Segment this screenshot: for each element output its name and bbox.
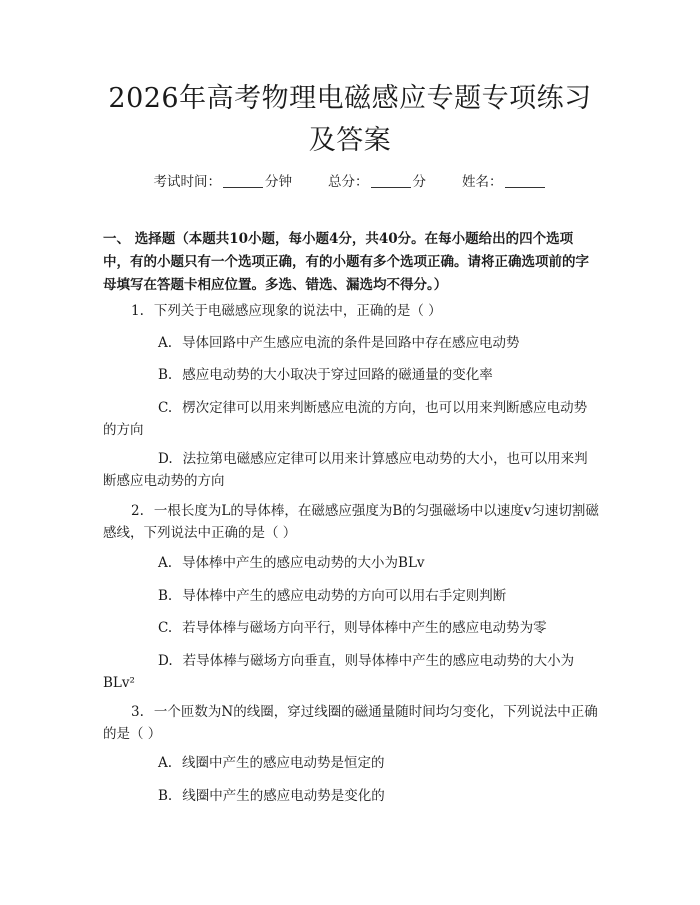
question-3-option-a: [103, 752, 600, 774]
question-3: [103, 701, 600, 745]
question-2: [103, 500, 600, 544]
section-heading: 一、 选择题（本题共10小题，每小题4分，共40分。在每小题给出的四个选项中，有的小题只有一个选项正确，有的小题有多个选项正确。请将正确选项前的字母填写在答题卡相应位置。多选、错选、漏选均不得分。）: [103, 231, 589, 293]
option-letter: C.: [158, 400, 173, 416]
time-unit: 分钟: [265, 174, 292, 190]
option-letter: A.: [158, 335, 173, 351]
question-number: 2.: [131, 503, 144, 519]
option-text: 导体棒中产生的感应电动势的大小为BLv: [182, 555, 425, 571]
student-name-field: [462, 170, 547, 190]
option-letter: D.: [158, 653, 173, 669]
option-text: 导体回路中产生感应电流的条件是回路中存在感应电动势: [182, 335, 520, 351]
question-1: [103, 300, 600, 322]
option-text: 线圈中产生的感应电动势是恒定的: [182, 755, 385, 771]
question-number: 1.: [131, 303, 144, 319]
option-letter: B.: [158, 588, 173, 604]
option-letter: A.: [158, 555, 173, 571]
time-blank[interactable]: [223, 173, 263, 188]
page-title: 2026年高考物理电磁感应专题专项练习及答案: [108, 83, 592, 156]
score-blank[interactable]: [371, 173, 411, 188]
option-text: 若导体棒与磁场方向平行，则导体棒中产生的感应电动势为零: [182, 620, 547, 636]
score-label: 总分：: [328, 174, 369, 190]
option-letter: B.: [158, 788, 173, 804]
exam-info-bar: [0, 170, 700, 190]
question-text: 一个匝数为N的线圈，穿过线圈的磁通量随时间均匀变化，下列说法中正确的是（ ）: [103, 704, 598, 742]
option-text: 法拉第电磁感应定律可以用来计算感应电动势的大小，也可以用来判断感应电动势的方向: [103, 451, 588, 489]
option-text: 感应电动势的大小取决于穿过回路的磁通量的变化率: [182, 367, 493, 383]
question-2-option-a: [103, 552, 600, 574]
name-label: 姓名：: [462, 174, 503, 190]
question-2-option-b: [103, 585, 600, 607]
option-text: 导体棒中产生的感应电动势的方向可以用右手定则判断: [182, 588, 507, 604]
option-letter: C.: [158, 620, 173, 636]
option-letter: B.: [158, 367, 173, 383]
question-1-option-b: [103, 364, 600, 386]
question-number: 3.: [131, 704, 144, 720]
option-text: 线圈中产生的感应电动势是变化的: [182, 788, 385, 804]
question-2-option-c: [103, 617, 600, 639]
exam-time-field: [154, 170, 293, 190]
time-label: 考试时间：: [153, 174, 221, 190]
question-3-option-b: [103, 785, 600, 807]
question-2-option-d: [103, 650, 600, 694]
option-text: 若导体棒与磁场方向垂直，则导体棒中产生的感应电动势的大小为BLv²: [103, 653, 575, 691]
question-1-option-c: [103, 397, 600, 441]
total-score-field: [328, 170, 426, 190]
question-1-option-d: [103, 448, 600, 492]
option-letter: A.: [158, 755, 173, 771]
name-blank[interactable]: [505, 173, 545, 188]
question-text: 一根长度为L的导体棒，在磁感应强度为B的匀强磁场中以速度v匀速切割磁感线，下列说法中正确的是（ ）: [103, 503, 599, 541]
option-letter: D.: [158, 451, 173, 467]
option-text: 楞次定律可以用来判断感应电流的方向，也可以用来判断感应电动势的方向: [103, 400, 588, 438]
score-unit: 分: [412, 174, 426, 190]
question-text: 下列关于电磁感应现象的说法中，正确的是（ ）: [153, 303, 442, 319]
question-1-option-a: [103, 332, 600, 354]
